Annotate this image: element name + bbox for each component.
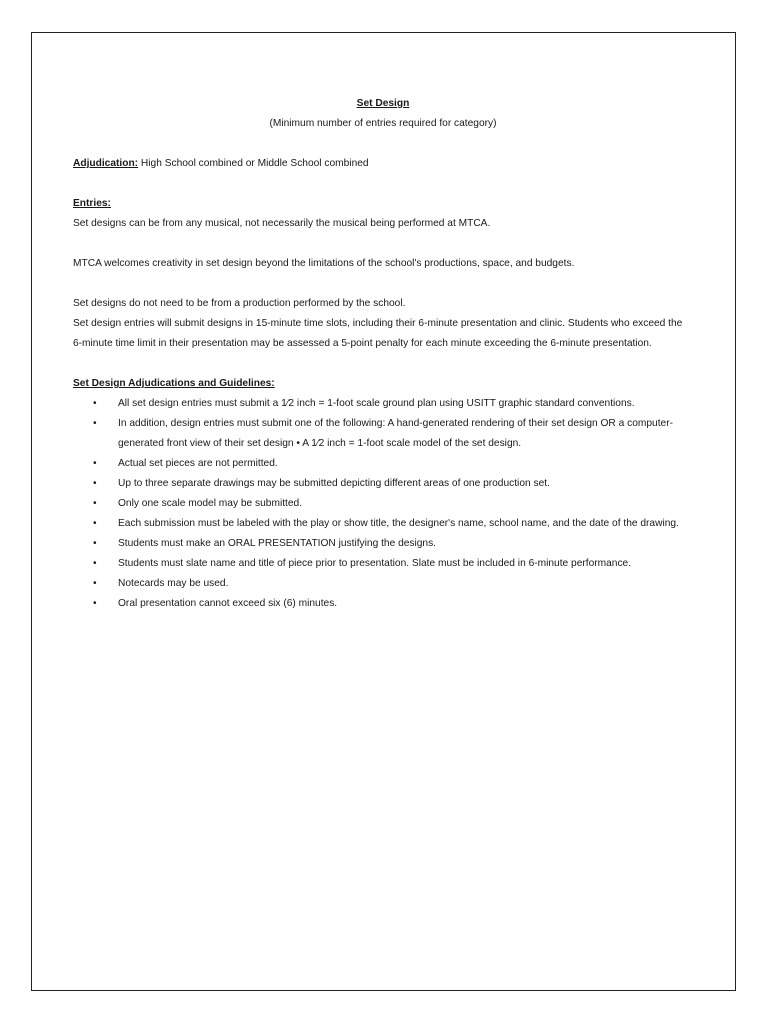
guidelines-list bbox=[73, 394, 693, 614]
list-item bbox=[73, 414, 693, 454]
list-item bbox=[73, 494, 693, 514]
entries-paragraph-3: Set designs do not need to be from a production performed by the school. bbox=[73, 298, 406, 309]
entries-paragraph-4: Set design entries will submit designs in 15-minute time slots, including their 6-minute presentation and clinic. Students who exceed the 6-minute time limit in their presentation may be assessed a 5-point penalty for each minute exceeding the 6-minute presentation. bbox=[73, 318, 683, 349]
list-item-text: Actual set pieces are not permitted. bbox=[118, 458, 278, 469]
bullet-icon: • bbox=[93, 398, 97, 409]
list-item-text: Only one scale model may be submitted. bbox=[118, 498, 303, 509]
list-item bbox=[73, 574, 693, 594]
list-item-text: Each submission must be labeled with the play or show title, the designer's name, school name, and the date of the drawing. bbox=[118, 518, 679, 529]
bullet-icon: • bbox=[93, 418, 97, 429]
document-subtitle: (Minimum number of entries required for category) bbox=[269, 118, 497, 129]
document-body bbox=[73, 94, 693, 614]
list-item bbox=[73, 474, 693, 494]
spacer bbox=[73, 134, 693, 154]
adjudication-text: High School combined or Middle School combined bbox=[138, 158, 369, 169]
list-item-text: Notecards may be used. bbox=[118, 578, 229, 589]
entries-paragraph-1: Set designs can be from any musical, not necessarily the musical being performed at MTCA. bbox=[73, 218, 491, 229]
bullet-icon: • bbox=[93, 478, 97, 489]
bullet-icon: • bbox=[93, 598, 97, 609]
list-item-text: Students must make an ORAL PRESENTATION justifying the designs. bbox=[118, 538, 437, 549]
list-item bbox=[73, 394, 693, 414]
bullet-icon: • bbox=[93, 578, 97, 589]
list-item-text: Up to three separate drawings may be submitted depicting different areas of one production set. bbox=[118, 478, 550, 489]
list-item-text: Oral presentation cannot exceed six (6) minutes. bbox=[118, 598, 338, 609]
list-item bbox=[73, 554, 693, 574]
list-item bbox=[73, 514, 693, 534]
list-item-text: All set design entries must submit a 1⁄2 inch = 1-foot scale ground plan using USITT graphic standard conventions. bbox=[118, 398, 635, 409]
adjudication-label: Adjudication: bbox=[73, 158, 139, 169]
adjudication-line bbox=[73, 154, 693, 174]
spacer bbox=[73, 354, 693, 374]
bullet-icon: • bbox=[93, 498, 97, 509]
bullet-icon: • bbox=[93, 518, 97, 529]
list-item-text: Students must slate name and title of piece prior to presentation. Slate must be included in 6-minute performance. bbox=[118, 558, 632, 569]
entries-paragraph-2: MTCA welcomes creativity in set design beyond the limitations of the school's productions, space, and budgets. bbox=[73, 258, 575, 269]
entries-heading: Entries: bbox=[73, 198, 111, 209]
list-item bbox=[73, 534, 693, 554]
list-item bbox=[73, 454, 693, 474]
list-item-text: In addition, design entries must submit one of the following: A hand-generated rendering of their set design OR a computer-generated front view of their set design • A 1⁄2 inch = 1-foot scale model of the set design. bbox=[118, 418, 673, 449]
bullet-icon: • bbox=[93, 458, 97, 469]
guidelines-heading: Set Design Adjudications and Guidelines: bbox=[73, 378, 275, 389]
bullet-icon: • bbox=[93, 538, 97, 549]
spacer bbox=[73, 274, 693, 294]
spacer bbox=[73, 234, 693, 254]
document-title: Set Design bbox=[356, 98, 410, 109]
spacer bbox=[73, 174, 693, 194]
bullet-icon: • bbox=[93, 558, 97, 569]
list-item bbox=[73, 594, 693, 614]
document-page bbox=[31, 32, 736, 991]
